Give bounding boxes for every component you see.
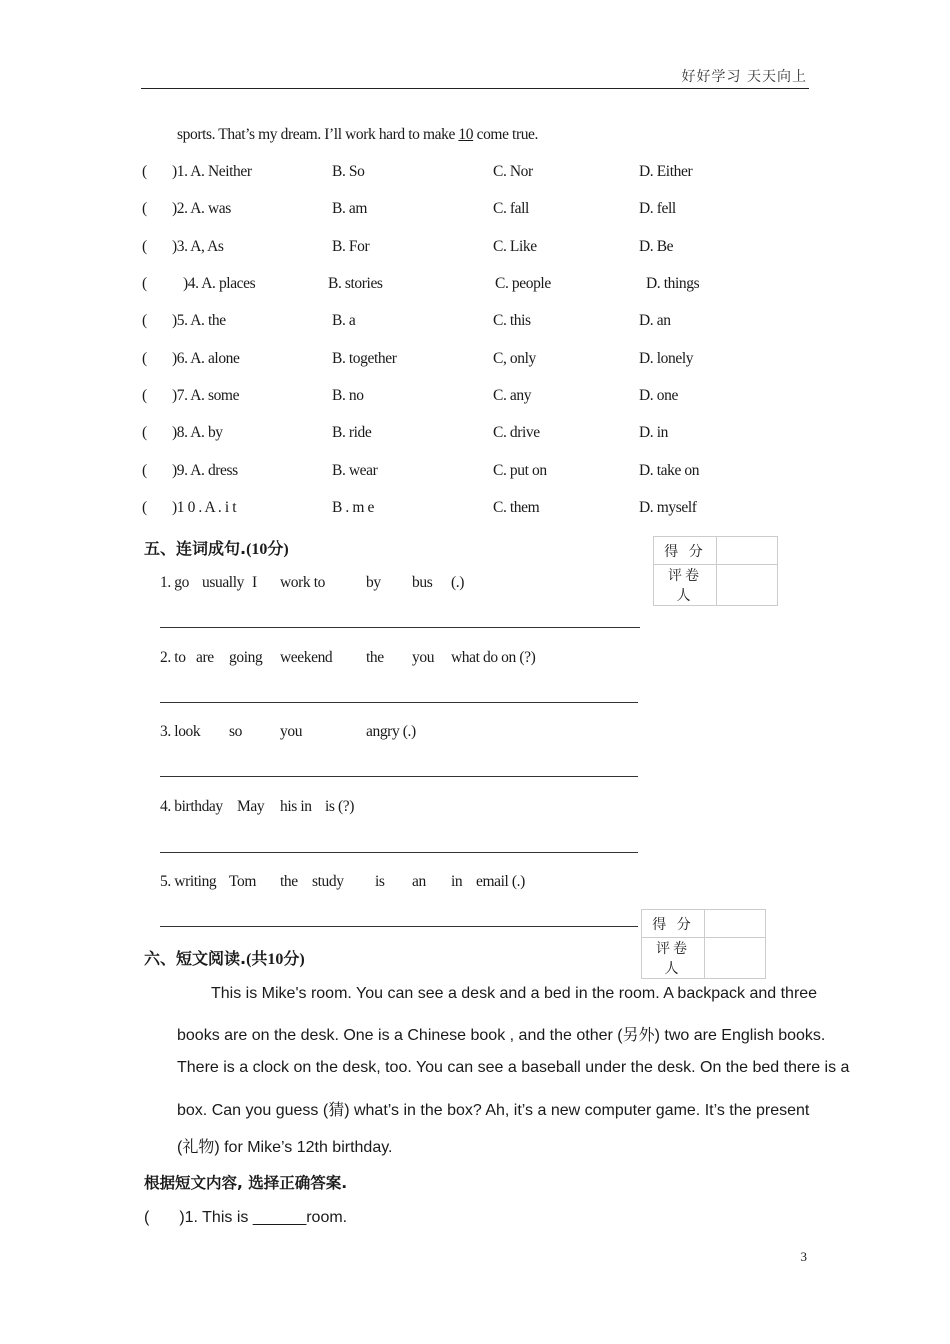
answer-paren[interactable]: (: [142, 499, 147, 516]
word: you: [280, 723, 303, 740]
header-divider: [141, 88, 809, 89]
score-label: 得 分: [642, 910, 705, 938]
answer-paren[interactable]: (: [142, 350, 147, 367]
word: his in: [280, 798, 312, 815]
option-b: B. a: [332, 312, 356, 329]
option-c: C. Nor: [493, 163, 533, 180]
answer-paren[interactable]: (: [142, 275, 147, 292]
intro-blank: 10: [458, 126, 474, 143]
option-b: B. no: [332, 387, 364, 404]
passage-line: This is Mike's room. You can see a desk and a bed in the room. A backpack and three: [211, 985, 818, 1002]
option-a: )1 0 . A . i t: [172, 499, 237, 516]
answer-paren[interactable]: (: [142, 312, 147, 329]
option-d: D. take on: [639, 462, 700, 479]
word: 4. birthday: [160, 798, 223, 815]
word: bus: [412, 574, 433, 591]
section6-title-score: (共10分): [246, 951, 305, 968]
option-c: C. put on: [493, 462, 547, 479]
word: email (.): [476, 873, 525, 890]
option-c: C, only: [493, 350, 536, 367]
answer-paren[interactable]: (: [144, 1209, 150, 1226]
reading-question-1: [144, 1209, 347, 1227]
option-b: B. wear: [332, 462, 378, 479]
question-text: )1. This is ______room.: [179, 1209, 348, 1226]
word: usually: [202, 574, 244, 591]
answer-paren[interactable]: (: [142, 424, 147, 441]
answer-line-5[interactable]: [160, 926, 638, 927]
word: is (?): [325, 798, 355, 815]
passage-line: books are on the desk. One is a Chinese book , and the other (另外) two are English books.: [177, 1027, 826, 1044]
score-field[interactable]: [717, 537, 778, 565]
option-d: D. things: [646, 275, 700, 292]
header-title: 好好学习 天天向上: [681, 69, 807, 85]
option-b: B. stories: [328, 275, 383, 292]
word: the: [280, 873, 298, 890]
word: work to: [280, 574, 325, 591]
section6-title: [144, 946, 305, 969]
word: going: [229, 649, 263, 666]
option-b: B. So: [332, 163, 365, 180]
passage-line: box. Can you guess (猜) what’s in the box? Ah, it’s a new computer game. It’s the present: [177, 1102, 810, 1119]
answer-line-1[interactable]: [160, 627, 640, 628]
option-c: C. drive: [493, 424, 540, 441]
option-b: B. am: [332, 200, 368, 217]
option-d: D. one: [639, 387, 678, 404]
section6-title-cn: 六、短文阅读.: [144, 949, 247, 968]
option-a: )7. A. some: [172, 387, 240, 404]
word: study: [312, 873, 344, 890]
option-a: )6. A. alone: [172, 350, 240, 367]
section6-score-box: [641, 909, 766, 979]
option-a: )4. A. places: [183, 275, 256, 292]
grader-field[interactable]: [705, 938, 766, 979]
option-d: D. myself: [639, 499, 697, 516]
section5-title-score: (10分): [246, 541, 289, 558]
intro-after: come true.: [473, 126, 539, 143]
grader-label: 评卷人: [654, 565, 717, 606]
option-b: B. ride: [332, 424, 372, 441]
word: angry (.): [366, 723, 416, 740]
option-a: )2. A. was: [172, 200, 231, 217]
grader-label: 评卷人: [642, 938, 705, 979]
option-c: C. this: [493, 312, 531, 329]
option-c: C. people: [495, 275, 551, 292]
score-label: 得 分: [654, 537, 717, 565]
option-a: )9. A. dress: [172, 462, 238, 479]
option-c: C. them: [493, 499, 540, 516]
option-b: B. together: [332, 350, 397, 367]
section5-title: [144, 536, 289, 559]
word: in: [451, 873, 463, 890]
reading-instruction: 根据短文内容, 选择正确答案.: [144, 1174, 348, 1192]
option-c: C. any: [493, 387, 532, 404]
option-c: C. fall: [493, 200, 529, 217]
word: are: [196, 649, 214, 666]
intro-before: sports. That’s my dream. I’ll work hard to make: [177, 126, 459, 143]
word: so: [229, 723, 242, 740]
word: I: [252, 574, 257, 591]
option-d: D. Either: [639, 163, 693, 180]
answer-line-4[interactable]: [160, 852, 638, 853]
word: 3. look: [160, 723, 201, 740]
word: (.): [451, 574, 464, 591]
section5-title-cn: 五、连词成句.: [144, 539, 247, 558]
answer-paren[interactable]: (: [142, 462, 147, 479]
option-b: B . m e: [332, 499, 374, 516]
answer-paren[interactable]: (: [142, 200, 147, 217]
answer-paren[interactable]: (: [142, 387, 147, 404]
word: by: [366, 574, 381, 591]
word: what do on (?): [451, 649, 536, 666]
option-a: )1. A. Neither: [172, 163, 252, 180]
word: May: [237, 798, 265, 815]
grader-field[interactable]: [717, 565, 778, 606]
option-a: )3. A, As: [172, 238, 224, 255]
option-a: )8. A. by: [172, 424, 223, 441]
score-field[interactable]: [705, 910, 766, 938]
option-d: D. an: [639, 312, 671, 329]
section5-score-box: [653, 536, 778, 606]
word: 2. to: [160, 649, 186, 666]
answer-paren[interactable]: (: [142, 238, 147, 255]
option-b: B. For: [332, 238, 370, 255]
option-d: D. fell: [639, 200, 676, 217]
passage-line: There is a clock on the desk, too. You can see a baseball under the desk. On the bed there is a: [177, 1059, 850, 1076]
answer-paren[interactable]: (: [142, 163, 147, 180]
answer-line-2[interactable]: [160, 702, 638, 703]
word: weekend: [280, 649, 333, 666]
word: is: [375, 873, 385, 890]
option-d: D. lonely: [639, 350, 694, 367]
option-a: )5. A. the: [172, 312, 226, 329]
passage-line: (礼物) for Mike’s 12th birthday.: [177, 1139, 393, 1156]
option-d: D. in: [639, 424, 669, 441]
word: you: [412, 649, 435, 666]
word: 1. go: [160, 574, 190, 591]
option-d: D. Be: [639, 238, 674, 255]
answer-line-3[interactable]: [160, 776, 638, 777]
word: Tom: [229, 873, 256, 890]
intro-line: [177, 126, 538, 144]
page-number: 3: [800, 1249, 807, 1264]
word: an: [412, 873, 426, 890]
option-c: C. Like: [493, 238, 537, 255]
word: 5. writing: [160, 873, 217, 890]
word: the: [366, 649, 384, 666]
